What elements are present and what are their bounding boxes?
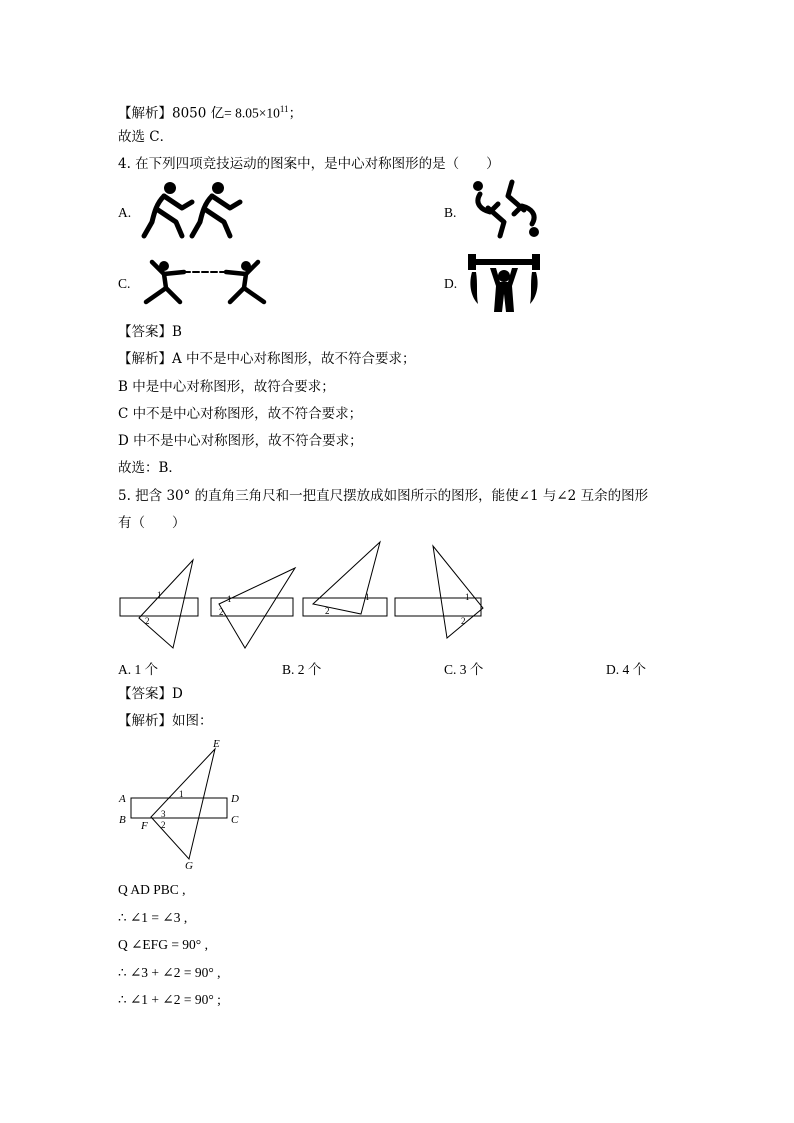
proof-line3: Q ∠EFG = 90° , bbox=[118, 937, 208, 952]
label-f: F bbox=[141, 820, 148, 832]
analysis-q4-line2: B 中是中心对称图形，故符合要求； bbox=[118, 379, 335, 395]
analysis-line-q3 bbox=[118, 100, 302, 123]
question-5-line2: 有（ ） bbox=[118, 515, 186, 531]
label-a: A bbox=[119, 793, 126, 805]
analysis-q5-intro: 【解析】如图： bbox=[118, 713, 213, 729]
proof-line4: ∴ ∠3 + ∠2 = 90° , bbox=[118, 965, 221, 980]
solution-figure bbox=[115, 735, 255, 873]
svg-text:2: 2 bbox=[145, 616, 150, 626]
option-b-label: B. bbox=[444, 205, 457, 220]
label-d: D bbox=[231, 793, 239, 805]
label-angle-1: 1 bbox=[179, 789, 184, 799]
proof-line1: Q AD PBC , bbox=[118, 882, 186, 897]
analysis-end: ； bbox=[288, 105, 303, 122]
analysis-q4-line1: 【解析】A 中不是中心对称图形，故不符合要求； bbox=[118, 351, 416, 367]
answer-q4: 【答案】B bbox=[118, 324, 182, 340]
fencing-figures-icon bbox=[140, 178, 270, 240]
tug-of-war-figures-icon bbox=[140, 256, 270, 306]
question-4: 4. 在下列四项竞技运动的图案中，是中心对称图形的是（ ） bbox=[118, 156, 500, 172]
option-a-label: A. bbox=[118, 205, 132, 220]
analysis-label: 【解析】 bbox=[118, 105, 172, 122]
conclusion-q3: 故选 C． bbox=[118, 129, 174, 145]
analysis-q4-line3: C 中不是中心对称图形，故不符合要求； bbox=[118, 406, 363, 422]
proof-line5: ∴ ∠1 + ∠2 = 90° ; bbox=[118, 992, 221, 1007]
option-5c: C. 3 个 bbox=[444, 662, 484, 677]
analysis-exponent: 11 bbox=[279, 104, 289, 114]
svg-text:1: 1 bbox=[157, 590, 162, 600]
label-g: G bbox=[185, 860, 193, 872]
analysis-equation: = 8.05×10 bbox=[224, 105, 280, 121]
label-c: C bbox=[231, 814, 239, 826]
option-5a: A. 1 个 bbox=[118, 662, 159, 677]
svg-text:2: 2 bbox=[461, 616, 466, 626]
proof-line2: ∴ ∠1 = ∠3 , bbox=[118, 910, 188, 925]
svg-text:1: 1 bbox=[465, 592, 470, 602]
answer-q5: 【答案】D bbox=[118, 686, 183, 702]
weightlifting-figure-icon bbox=[464, 250, 544, 314]
analysis-q4-line4: D 中不是中心对称图形，故不符合要求； bbox=[118, 433, 363, 449]
question-5-line1: 5. 把含 30° 的直角三角尺和一把直尺摆放成如图所示的图形，能使∠1 与∠2 互余的图形 bbox=[118, 488, 649, 504]
option-5b: B. 2 个 bbox=[282, 662, 322, 677]
label-b: B bbox=[119, 814, 126, 826]
label-angle-2: 2 bbox=[161, 820, 166, 830]
svg-text:2: 2 bbox=[325, 606, 330, 616]
option-c-label: C. bbox=[118, 276, 131, 291]
svg-text:2: 2 bbox=[219, 607, 224, 617]
option-5d: D. 4 个 bbox=[606, 662, 647, 677]
conclusion-q4: 故选：B． bbox=[118, 460, 182, 476]
option-figures bbox=[115, 538, 495, 650]
analysis-prefix: 8050 亿 bbox=[172, 105, 225, 122]
wrestling-figures-icon bbox=[466, 178, 546, 240]
svg-text:1: 1 bbox=[365, 592, 370, 602]
label-angle-3: 3 bbox=[161, 809, 166, 819]
label-e: E bbox=[213, 738, 220, 750]
svg-text:1: 1 bbox=[227, 594, 232, 604]
option-d-label: D. bbox=[444, 276, 458, 291]
